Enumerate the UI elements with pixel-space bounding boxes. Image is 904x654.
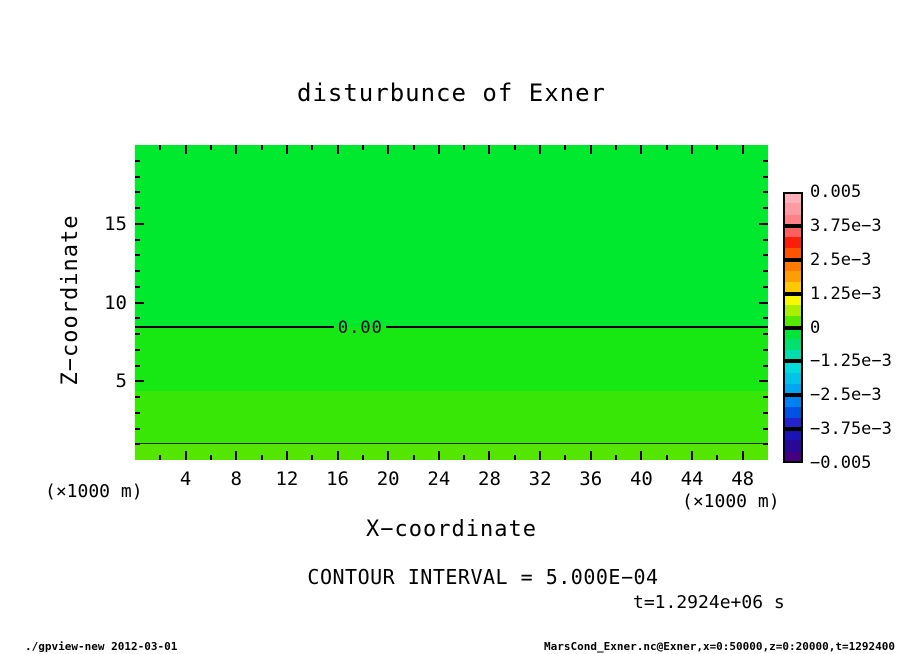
x-tick <box>463 145 465 150</box>
x-tick <box>564 455 566 460</box>
x-tick <box>640 145 642 154</box>
zero-contour-line <box>386 326 768 328</box>
contour-interval-text: CONTOUR INTERVAL = 5.000E−04 <box>307 565 659 589</box>
colorbar-stripe <box>783 395 803 407</box>
y-tick <box>763 176 768 178</box>
x-axis-unit: (×1000 m) <box>682 491 780 512</box>
x-tick <box>413 455 415 460</box>
y-tick <box>135 349 140 351</box>
minor-contour-line <box>135 443 768 444</box>
x-tick <box>640 451 642 460</box>
colorbar-tick-label: −2.5e−3 <box>810 385 882 406</box>
x-tick <box>337 451 339 460</box>
y-tick <box>135 333 140 335</box>
y-tick <box>763 396 768 398</box>
x-tick-label: 32 <box>528 468 552 490</box>
x-tick <box>666 145 668 150</box>
x-tick <box>362 455 364 460</box>
y-tick <box>763 207 768 209</box>
colorbar <box>783 192 803 463</box>
y-tick <box>135 428 140 430</box>
x-tick <box>488 451 490 460</box>
y-tick <box>135 302 144 304</box>
y-tick <box>135 396 140 398</box>
contour-band <box>135 391 768 444</box>
x-tick <box>362 145 364 150</box>
y-tick <box>135 191 140 193</box>
y-tick <box>763 443 768 445</box>
y-tick <box>759 302 768 304</box>
x-tick <box>185 145 187 154</box>
y-tick <box>759 380 768 382</box>
x-tick <box>261 145 263 150</box>
x-axis-label: X−coordinate <box>366 517 537 542</box>
colorbar-stripe <box>783 384 803 396</box>
colorbar-tick-label: 1.25e−3 <box>810 283 882 304</box>
colorbar-stripe <box>783 418 803 430</box>
y-tick <box>763 333 768 335</box>
x-tick <box>185 451 187 460</box>
y-tick-label: 15 <box>104 212 127 235</box>
x-tick <box>311 145 313 150</box>
x-tick <box>691 451 693 460</box>
colorbar-stripe <box>783 452 803 464</box>
x-tick <box>590 451 592 460</box>
y-tick <box>135 270 140 272</box>
x-tick-label: 12 <box>275 468 299 490</box>
colorbar-tick-label: 3.75e−3 <box>810 215 882 236</box>
x-tick <box>742 451 744 460</box>
x-tick <box>235 451 237 460</box>
x-tick <box>615 145 617 150</box>
x-tick <box>413 145 415 150</box>
colorbar-stripe <box>783 350 803 362</box>
y-tick <box>135 223 144 225</box>
y-tick <box>135 254 140 256</box>
y-tick <box>135 160 140 162</box>
y-tick <box>763 160 768 162</box>
y-tick <box>763 270 768 272</box>
footer-source: MarsCond_Exner.nc@Exner,x=0:50000,z=0:20000,t=1292400 <box>544 640 895 653</box>
y-tick <box>763 254 768 256</box>
colorbar-tick-label: 0 <box>810 317 821 338</box>
footer-command: ./gpview-new 2012-03-01 <box>25 640 178 653</box>
colorbar-stripe <box>783 294 803 306</box>
colorbar-tick-label: −1.25e−3 <box>810 351 892 372</box>
y-tick <box>763 191 768 193</box>
x-tick-label: 20 <box>376 468 400 490</box>
x-tick <box>261 455 263 460</box>
y-tick <box>135 176 140 178</box>
contour-label: 0.00 <box>337 318 383 339</box>
colorbar-tick-label: −3.75e−3 <box>810 419 892 440</box>
x-tick-label: 24 <box>427 468 451 490</box>
colorbar-stripe <box>783 429 803 441</box>
x-tick <box>716 455 718 460</box>
colorbar-stripe <box>783 440 803 452</box>
y-tick <box>135 365 140 367</box>
x-tick <box>742 145 744 154</box>
y-tick <box>135 286 140 288</box>
x-tick <box>514 145 516 150</box>
x-tick <box>590 145 592 154</box>
y-tick <box>763 349 768 351</box>
x-tick <box>691 145 693 154</box>
x-tick <box>488 145 490 154</box>
colorbar-stripe <box>783 237 803 249</box>
colorbar-tick-label: 2.5e−3 <box>810 249 872 270</box>
contour-band <box>135 145 768 327</box>
x-tick-label: 36 <box>579 468 603 490</box>
x-tick <box>235 145 237 154</box>
colorbar-tick-label: 0.005 <box>810 182 862 202</box>
x-tick <box>438 451 440 460</box>
colorbar-stripe <box>783 282 803 294</box>
x-tick <box>286 451 288 460</box>
x-tick <box>387 145 389 154</box>
y-tick <box>135 239 140 241</box>
contour-band <box>135 327 768 390</box>
y-tick <box>763 365 768 367</box>
y-tick <box>135 443 140 445</box>
colorbar-tick-label: −0.005 <box>810 453 872 473</box>
colorbar-stripe <box>783 271 803 283</box>
y-tick <box>135 317 140 319</box>
x-tick <box>210 455 212 460</box>
x-tick <box>159 145 161 150</box>
x-tick <box>716 145 718 150</box>
y-tick <box>759 223 768 225</box>
colorbar-stripe <box>783 215 803 227</box>
x-tick <box>539 145 541 154</box>
x-tick-label: 40 <box>629 468 653 490</box>
y-tick <box>763 428 768 430</box>
plot-area <box>135 145 768 460</box>
time-stamp: t=1.2924e+06 s <box>633 592 785 613</box>
x-tick <box>286 145 288 154</box>
y-tick-label: 10 <box>104 291 127 314</box>
y-tick <box>135 207 140 209</box>
colorbar-stripe <box>783 248 803 260</box>
y-axis-label: Z−coordinate <box>58 214 83 386</box>
y-tick <box>135 412 140 414</box>
colorbar-stripe <box>783 305 803 317</box>
x-tick <box>210 145 212 150</box>
zero-contour-line <box>135 326 334 328</box>
colorbar-stripe <box>783 328 803 340</box>
x-tick <box>387 451 389 460</box>
x-tick <box>337 145 339 154</box>
y-tick <box>763 317 768 319</box>
colorbar-stripe <box>783 361 803 373</box>
x-tick <box>311 455 313 460</box>
x-tick <box>564 145 566 150</box>
y-tick-label: 5 <box>115 370 127 393</box>
y-tick <box>135 380 144 382</box>
x-tick-label: 28 <box>478 468 501 490</box>
x-tick-label: 44 <box>680 468 704 490</box>
colorbar-stripe <box>783 226 803 238</box>
colorbar-stripe <box>783 203 803 215</box>
x-tick-label: 16 <box>326 468 349 490</box>
x-tick-label: 8 <box>230 468 242 490</box>
colorbar-stripe <box>783 260 803 272</box>
y-axis-unit: (×1000 m) <box>45 481 143 502</box>
chart-title: disturbunce of Exner <box>297 79 606 107</box>
y-tick <box>763 239 768 241</box>
x-tick-label: 48 <box>731 468 755 490</box>
y-tick <box>763 286 768 288</box>
x-tick <box>539 451 541 460</box>
x-tick <box>463 455 465 460</box>
x-tick <box>514 455 516 460</box>
x-tick <box>438 145 440 154</box>
colorbar-stripe <box>783 373 803 385</box>
x-tick-label: 4 <box>179 468 192 490</box>
x-tick <box>666 455 668 460</box>
colorbar-stripe <box>783 192 803 204</box>
colorbar-stripe <box>783 339 803 351</box>
x-tick <box>159 455 161 460</box>
colorbar-stripe <box>783 407 803 419</box>
x-tick <box>615 455 617 460</box>
colorbar-stripe <box>783 316 803 328</box>
y-tick <box>763 412 768 414</box>
contour-band <box>135 443 768 460</box>
